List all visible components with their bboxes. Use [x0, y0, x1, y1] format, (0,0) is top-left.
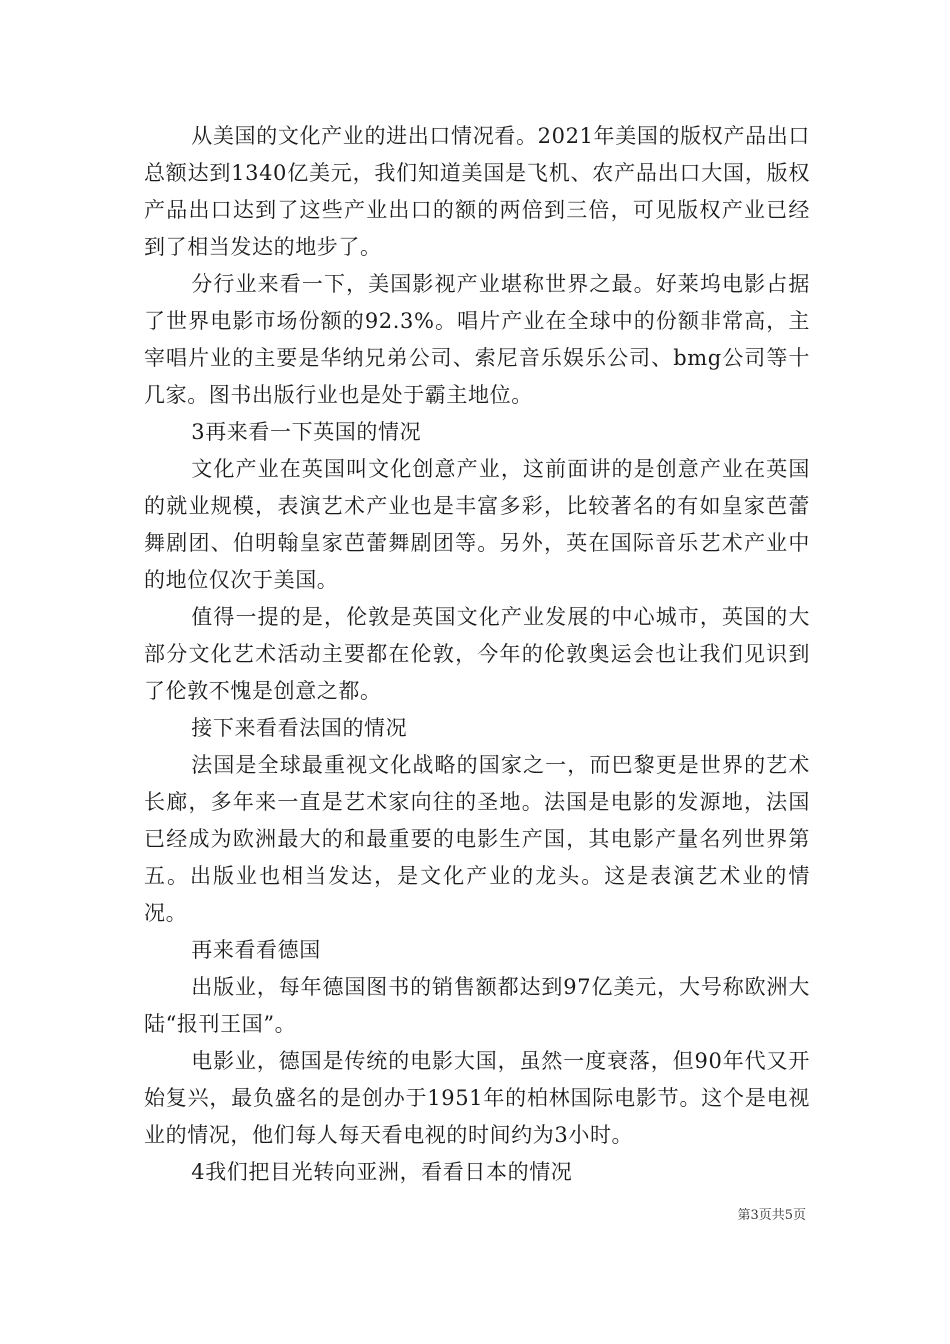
- paragraph-us-industries: 分行业来看一下，美国影视产业堪称世界之最。好莱坞电影占据了世界电影市场份额的92.3%。唱片产业在全球中的份额非常高，主宰唱片业的主要是华纳兄弟公司、索尼音乐娱乐公司、bmg公司等十几家。图书出版行业也是处于霸主地位。: [144, 272, 810, 407]
- page-number: 第3页共5页: [737, 1208, 806, 1223]
- heading-germany: 再来看看德国: [191, 938, 321, 962]
- paragraph-germany-film: 电影业，德国是传统的电影大国，虽然一度衰落，但90年代又开始复兴，最负盛名的是创办于1951年的柏林国际电影节。这个是电视业的情况，他们每人每天看电视的时间约为3小时。: [144, 1049, 810, 1147]
- document-body: [144, 118, 810, 1191]
- heading-uk: 3再来看一下英国的情况: [191, 420, 422, 444]
- paragraph-us-trade: 从美国的文化产业的进出口情况看。2021年美国的版权产品出口总额达到1340亿美元，我们知道美国是飞机、农产品出口大国，版权产品出口达到了这些产业出口的额的两倍到三倍，可见版权产业已经到了相当发达的地步了。: [144, 124, 810, 259]
- paragraph-uk-creative: 文化产业在英国叫文化创意产业，这前面讲的是创意产业在英国的就业规模，表演艺术产业也是丰富多彩，比较著名的有如皇家芭蕾舞剧团、伯明翰皇家芭蕾舞剧团等。另外，英在国际音乐艺术产业中的地位仅次于美国。: [144, 457, 810, 592]
- heading-japan: 4我们把目光转向亚洲，看看日本的情况: [191, 1160, 573, 1184]
- paragraph-germany-publishing: 出版业，每年德国图书的销售额都达到97亿美元，大号称欧洲大陆“报刊王国”。: [144, 975, 810, 1036]
- heading-france: 接下来看看法国的情况: [191, 716, 408, 740]
- paragraph-france: 法国是全球最重视文化战略的国家之一，而巴黎更是世界的艺术长廊，多年来一直是艺术家向往的圣地。法国是电影的发源地，法国已经成为欧洲最大的和最重要的电影生产国，其电影产量名列世界第五。出版业也相当发达，是文化产业的龙头。这是表演艺术业的情况。: [144, 753, 810, 925]
- paragraph-london: 值得一提的是，伦敦是英国文化产业发展的中心城市，英国的大部分文化艺术活动主要都在伦敦，今年的伦敦奥运会也让我们见识到了伦敦不愧是创意之都。: [144, 605, 810, 703]
